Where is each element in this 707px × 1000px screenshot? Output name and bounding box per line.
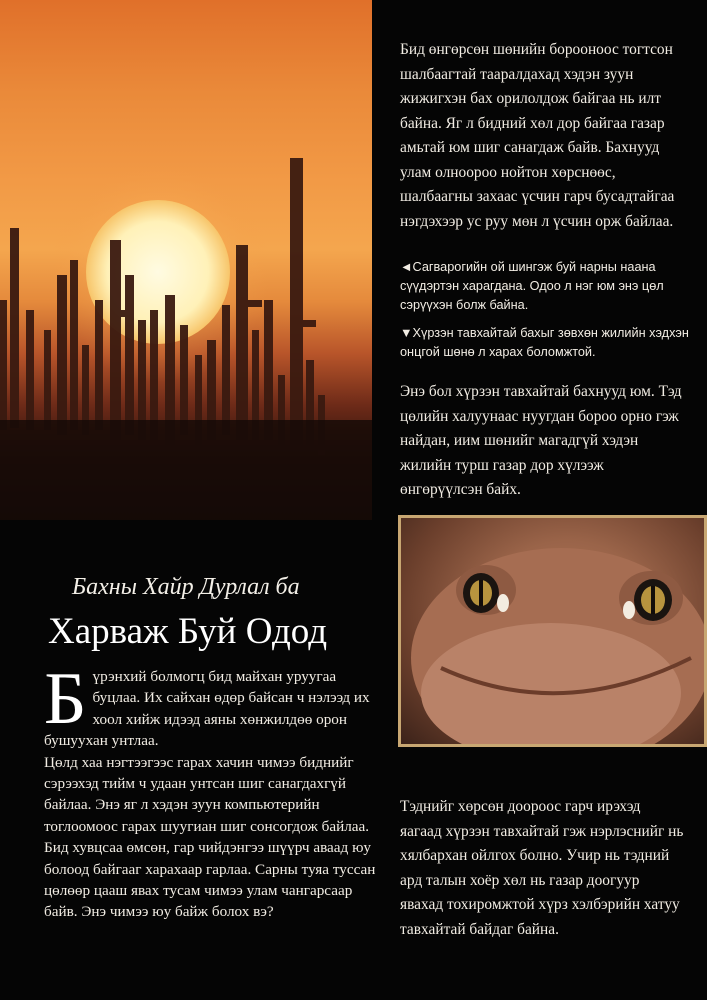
body-paragraph-2: Цөлд хаа нэгтээгээс гарах хачин чимээ биднийг сэрээхэд тийм ч удаан унтсан шиг санагдахгүй байлаа. Энэ яг л хэдэн зуун компьютерийн тоглоомоос гарах шуугиан шиг сонсогдож байлаа. Бид хувцсаа өмсөн, гар чийдэнгээ шүүрч аваад юу болоод байгааг харахаар гарлаа. Сарны туяа туссан цөлөөр цааш явах тусам чимээ улам чангарсаар байв. Энэ чимээ юу байж болох вэ?: [44, 753, 376, 921]
caption-sunset: ◄Сагварогийн ой шингэж буй нарны наана сүүдэртэн харагдана. Одоо л нэг юм энэ цөл сэрүүхэн болж байна.: [400, 260, 664, 312]
right-paragraph-3: Тэднийг хөрсөн доороос гарч ирэхэд яагаад хүрзэн тавхайтай гэж нэрлэснийг нь хялбархан ойлгох болно. Учир нь тэдний ард талын хоёр хөл нь газар доогуур явахад тохиромжтой хүрз хэлбэрийн хатуу тавхайтай байдаг байна.: [400, 798, 684, 938]
sunset-cactus-photo: [0, 0, 372, 520]
right-paragraph-1: Бид өнгөрсөн шөнийн борооноос тогтсон шалбаагтай тааралдахад хэдэн зуун жижигхэн бах орилолдож байгаа нь илт байна. Яг л бидний хөл дор байгаа газар амьтай юм шиг санагдаж байв. Бахнууд улам олноороо нойтон хөрснөөс, шалбаагны захаас үсчин гарч бусадтайгаа нэгдэхээр ус руу мөн л үсчин орж байлаа.: [400, 41, 675, 230]
sunset-cactus-illustration: [0, 0, 372, 520]
body-paragraph-1: үрэнхий болмогц бид майхан уруугаа буцлаа. Их сайхан өдөр байсан ч нэлээд их хоол хийж идээд аяны хөнжилдөө орон бушуухан унтлаа.: [44, 668, 370, 750]
article-subtitle: Бахны Хайр Дурлал ба: [72, 574, 300, 600]
spadefoot-toad-photo: [398, 515, 707, 747]
toad-illustration: [401, 518, 704, 744]
drop-cap: Б: [44, 658, 87, 740]
article-body: [44, 658, 379, 923]
right-paragraph-2: Энэ бол хүрзэн тавхайтай бахнууд юм. Тэд цөлийн халуунаас нуугдан бороо орно гэж найдан, иим шөнийг магадгүй хэдэн жилийн турш газар дор хүлээж өнгөрүүлсэн байх.: [400, 383, 682, 498]
article-title: Харваж Буй Одод: [48, 611, 328, 652]
caption-frog: ▼Хүрзэн тавхайтай бахыг зөвхөн жилийн хэдхэн онцгой шөнө л харах боломжтой.: [400, 326, 689, 359]
